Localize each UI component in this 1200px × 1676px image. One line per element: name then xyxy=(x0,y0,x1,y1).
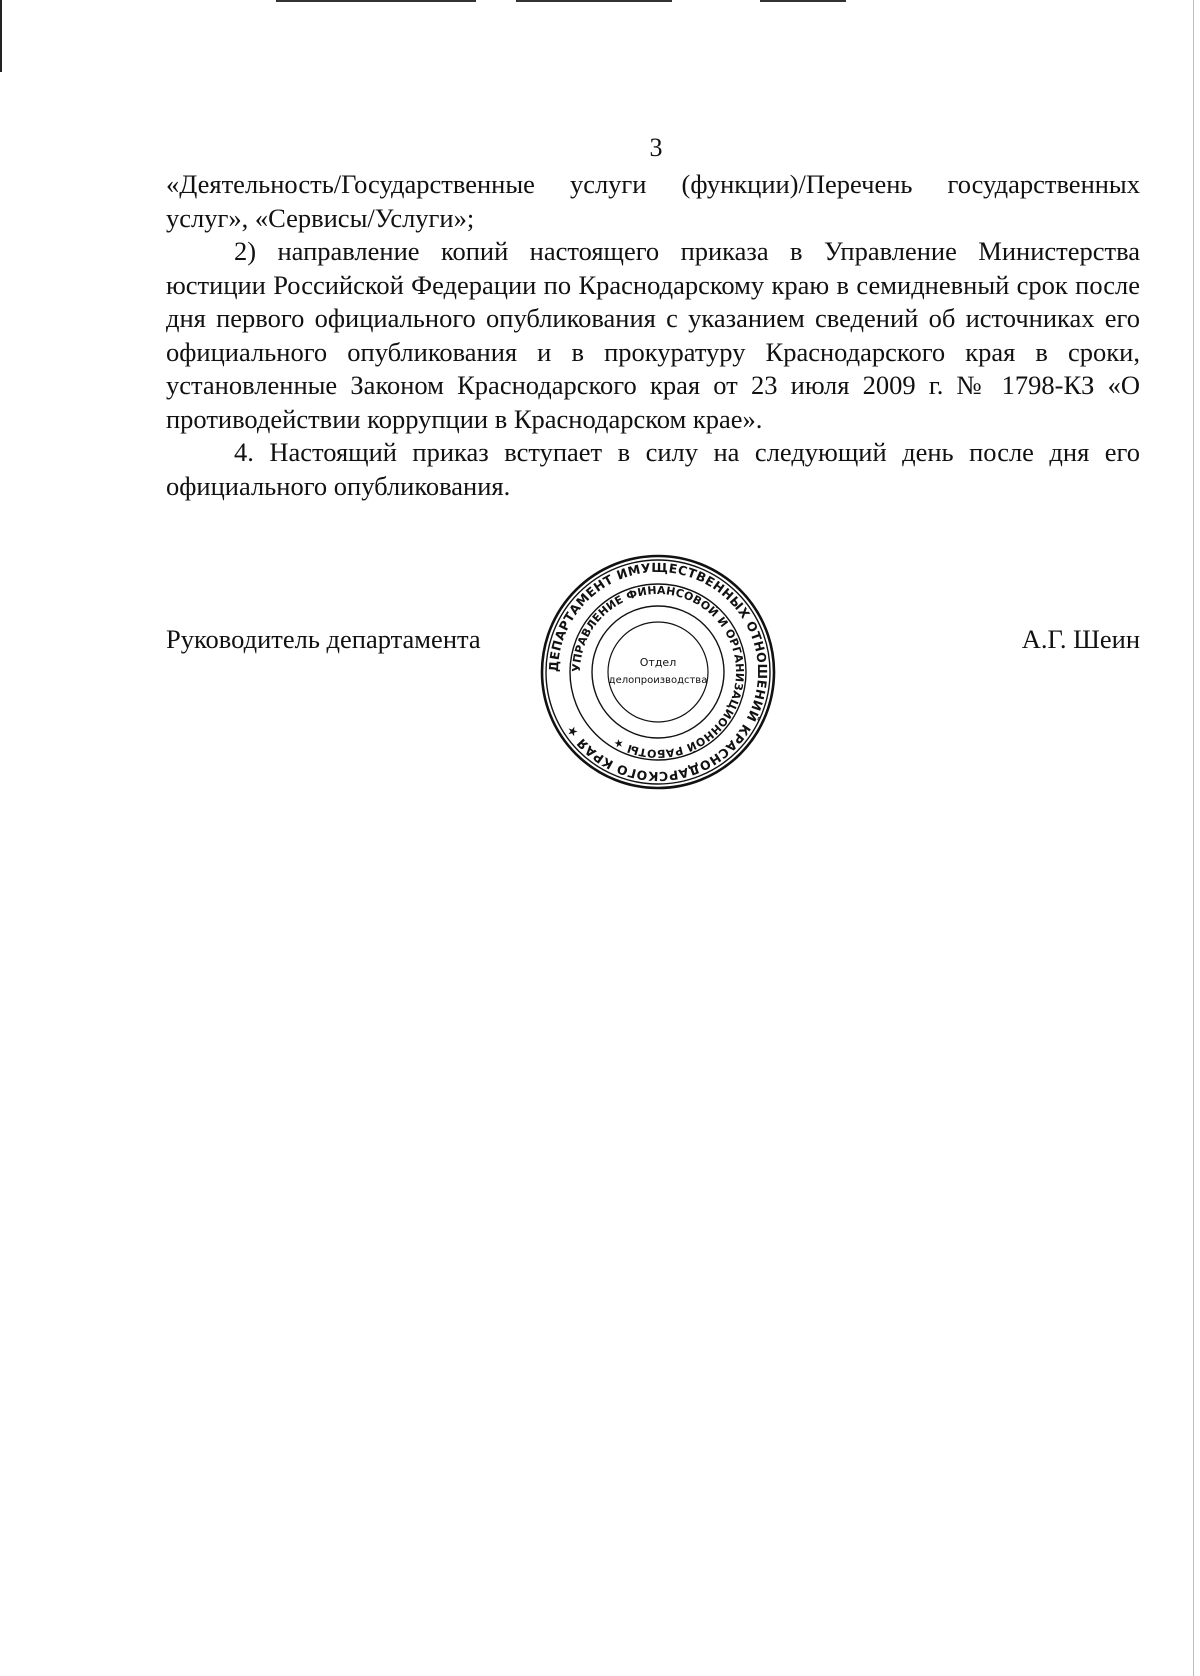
scan-edge-left xyxy=(0,0,2,72)
scan-top-line xyxy=(276,0,476,2)
paragraph-item-2: 2) направление копий настоящего приказа в Управление Министерства юстиции Российской Федерации по Краснодарскому краю в семидневный срок после дня первого официального опубликования с указанием сведений об источниках его официального опубликования и в прокуратуру Краснодарского края в сроки, установленные Законом Краснодарского края от 23 июля 2009 г. № 1798-КЗ «О противодействии коррупции в Краснодарском крае». xyxy=(166,236,1140,434)
scan-top-line xyxy=(516,0,672,2)
stamp-inner-text: УПРАВЛЕНИЕ ФИНАНСОВОЙ И ОРГАНИЗАЦИОННОЙ РАБОТЫ ★ xyxy=(569,583,747,761)
document-body xyxy=(166,168,1140,503)
signatory-title: Руководитель департамента xyxy=(166,624,481,654)
paragraph-item-4: 4. Настоящий приказ вступает в силу на следующий день после дня его официального опубликования. xyxy=(166,437,1140,501)
scan-top-line xyxy=(760,0,846,2)
stamp-center-line-1: Отдел xyxy=(639,656,677,669)
stamp-outer-text: ДЕПАРТАМЕНТ ИМУЩЕСТВЕННЫХ ОТНОШЕНИЙ КРАСНОДАРСКОГО КРАЯ ★ xyxy=(545,559,771,785)
official-stamp xyxy=(538,553,778,791)
signatory-name: А.Г. Шеин xyxy=(1021,624,1140,654)
paragraph-continuation: «Деятельность/Государственные услуги (функции)/Перечень государственных услуг», «Сервисы/Услуги»; xyxy=(166,169,1140,233)
page-number: 3 xyxy=(649,133,663,162)
stamp-center-line-2: делопроизводства xyxy=(608,675,708,686)
scan-edge-right xyxy=(1193,0,1194,1676)
